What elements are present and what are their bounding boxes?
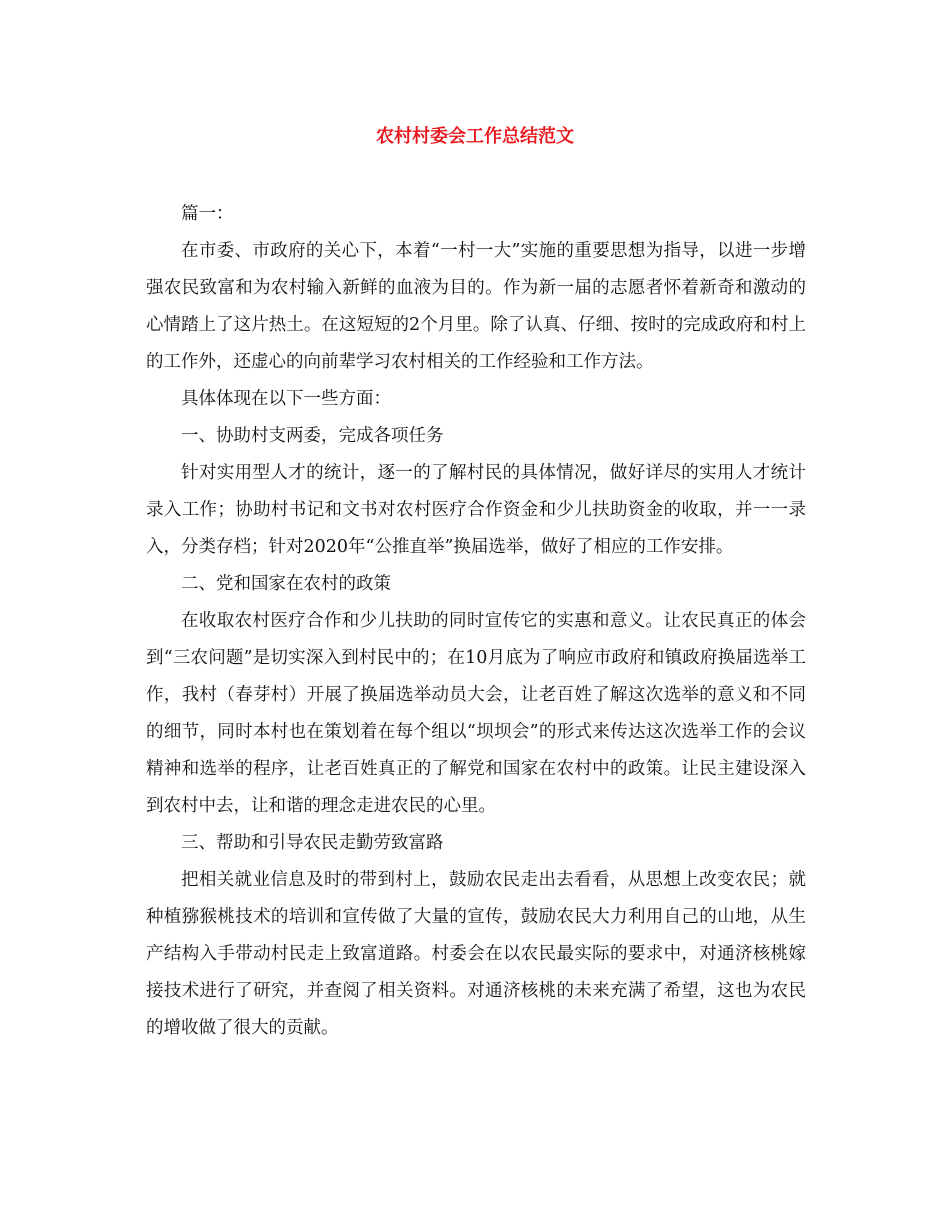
- section-label-part-one: 篇一：: [181, 204, 234, 224]
- section-1-paragraph: 针对实用型人才的统计，逐一的了解村民的具体情况，做好详尽的实用人才统计录入工作；协助村书记和文书对农村医疗合作资金和少儿扶助资金的收取，并一一录入，分类存档；针对2020年“公推直举”换届选举，做好了相应的工作安排。: [146, 463, 806, 557]
- section-3-paragraph: 把相关就业信息及时的带到村上，鼓励农民走出去看看，从思想上改变农民；就种植猕猴桃技术的培训和宣传做了大量的宣传，鼓励农民大力利用自己的山地，从生产结构入手带动村民走上致富道路。村委会在以农民最实际的要求中，对通济核桃嫁接技术进行了研究，并查阅了相关资料。对通济核桃的未来充满了希望，这也为农民的增收做了很大的贡献。: [146, 870, 806, 1038]
- aspects-intro: 具体体现在以下一些方面：: [181, 389, 391, 409]
- section-2-paragraph: 在收取农村医疗合作和少儿扶助的同时宣传它的实惠和意义。让农民真正的体会到“三农问题”是切实深入到村民中的；在10月底为了响应市政府和镇政府换届选举工作，我村（春芽村）开展了换届选举动员大会，让老百姓了解这次选举的意义和不同的细节，同时本村也在策划着在每个组以“坝坝会”的形式来传达这次选举工作的会议精神和选举的程序，让老百姓真正的了解党和国家在农村中的政策。让民主建设深入到农村中去，让和谐的理念走进农民的心里。: [146, 611, 806, 816]
- section-heading-2: 二、党和国家在农村的政策: [181, 574, 391, 594]
- intro-paragraph: 在市委、市政府的关心下，本着“一村一大”实施的重要思想为指导，以进一步增强农民致富和为农村输入新鲜的血液为目的。作为新一届的志愿者怀着新奇和激动的心情踏上了这片热土。在这短短的2个月里。除了认真、仔细、按时的完成政府和村上的工作外，还虚心的向前辈学习农村相关的工作经验和工作方法。: [146, 241, 806, 372]
- section-heading-1: 一、协助村支两委，完成各项任务: [181, 426, 444, 446]
- document-title: 农村村委会工作总结范文: [376, 126, 574, 147]
- document-body: [146, 196, 806, 1047]
- section-heading-3: 三、帮助和引导农民走勤劳致富路: [181, 833, 444, 853]
